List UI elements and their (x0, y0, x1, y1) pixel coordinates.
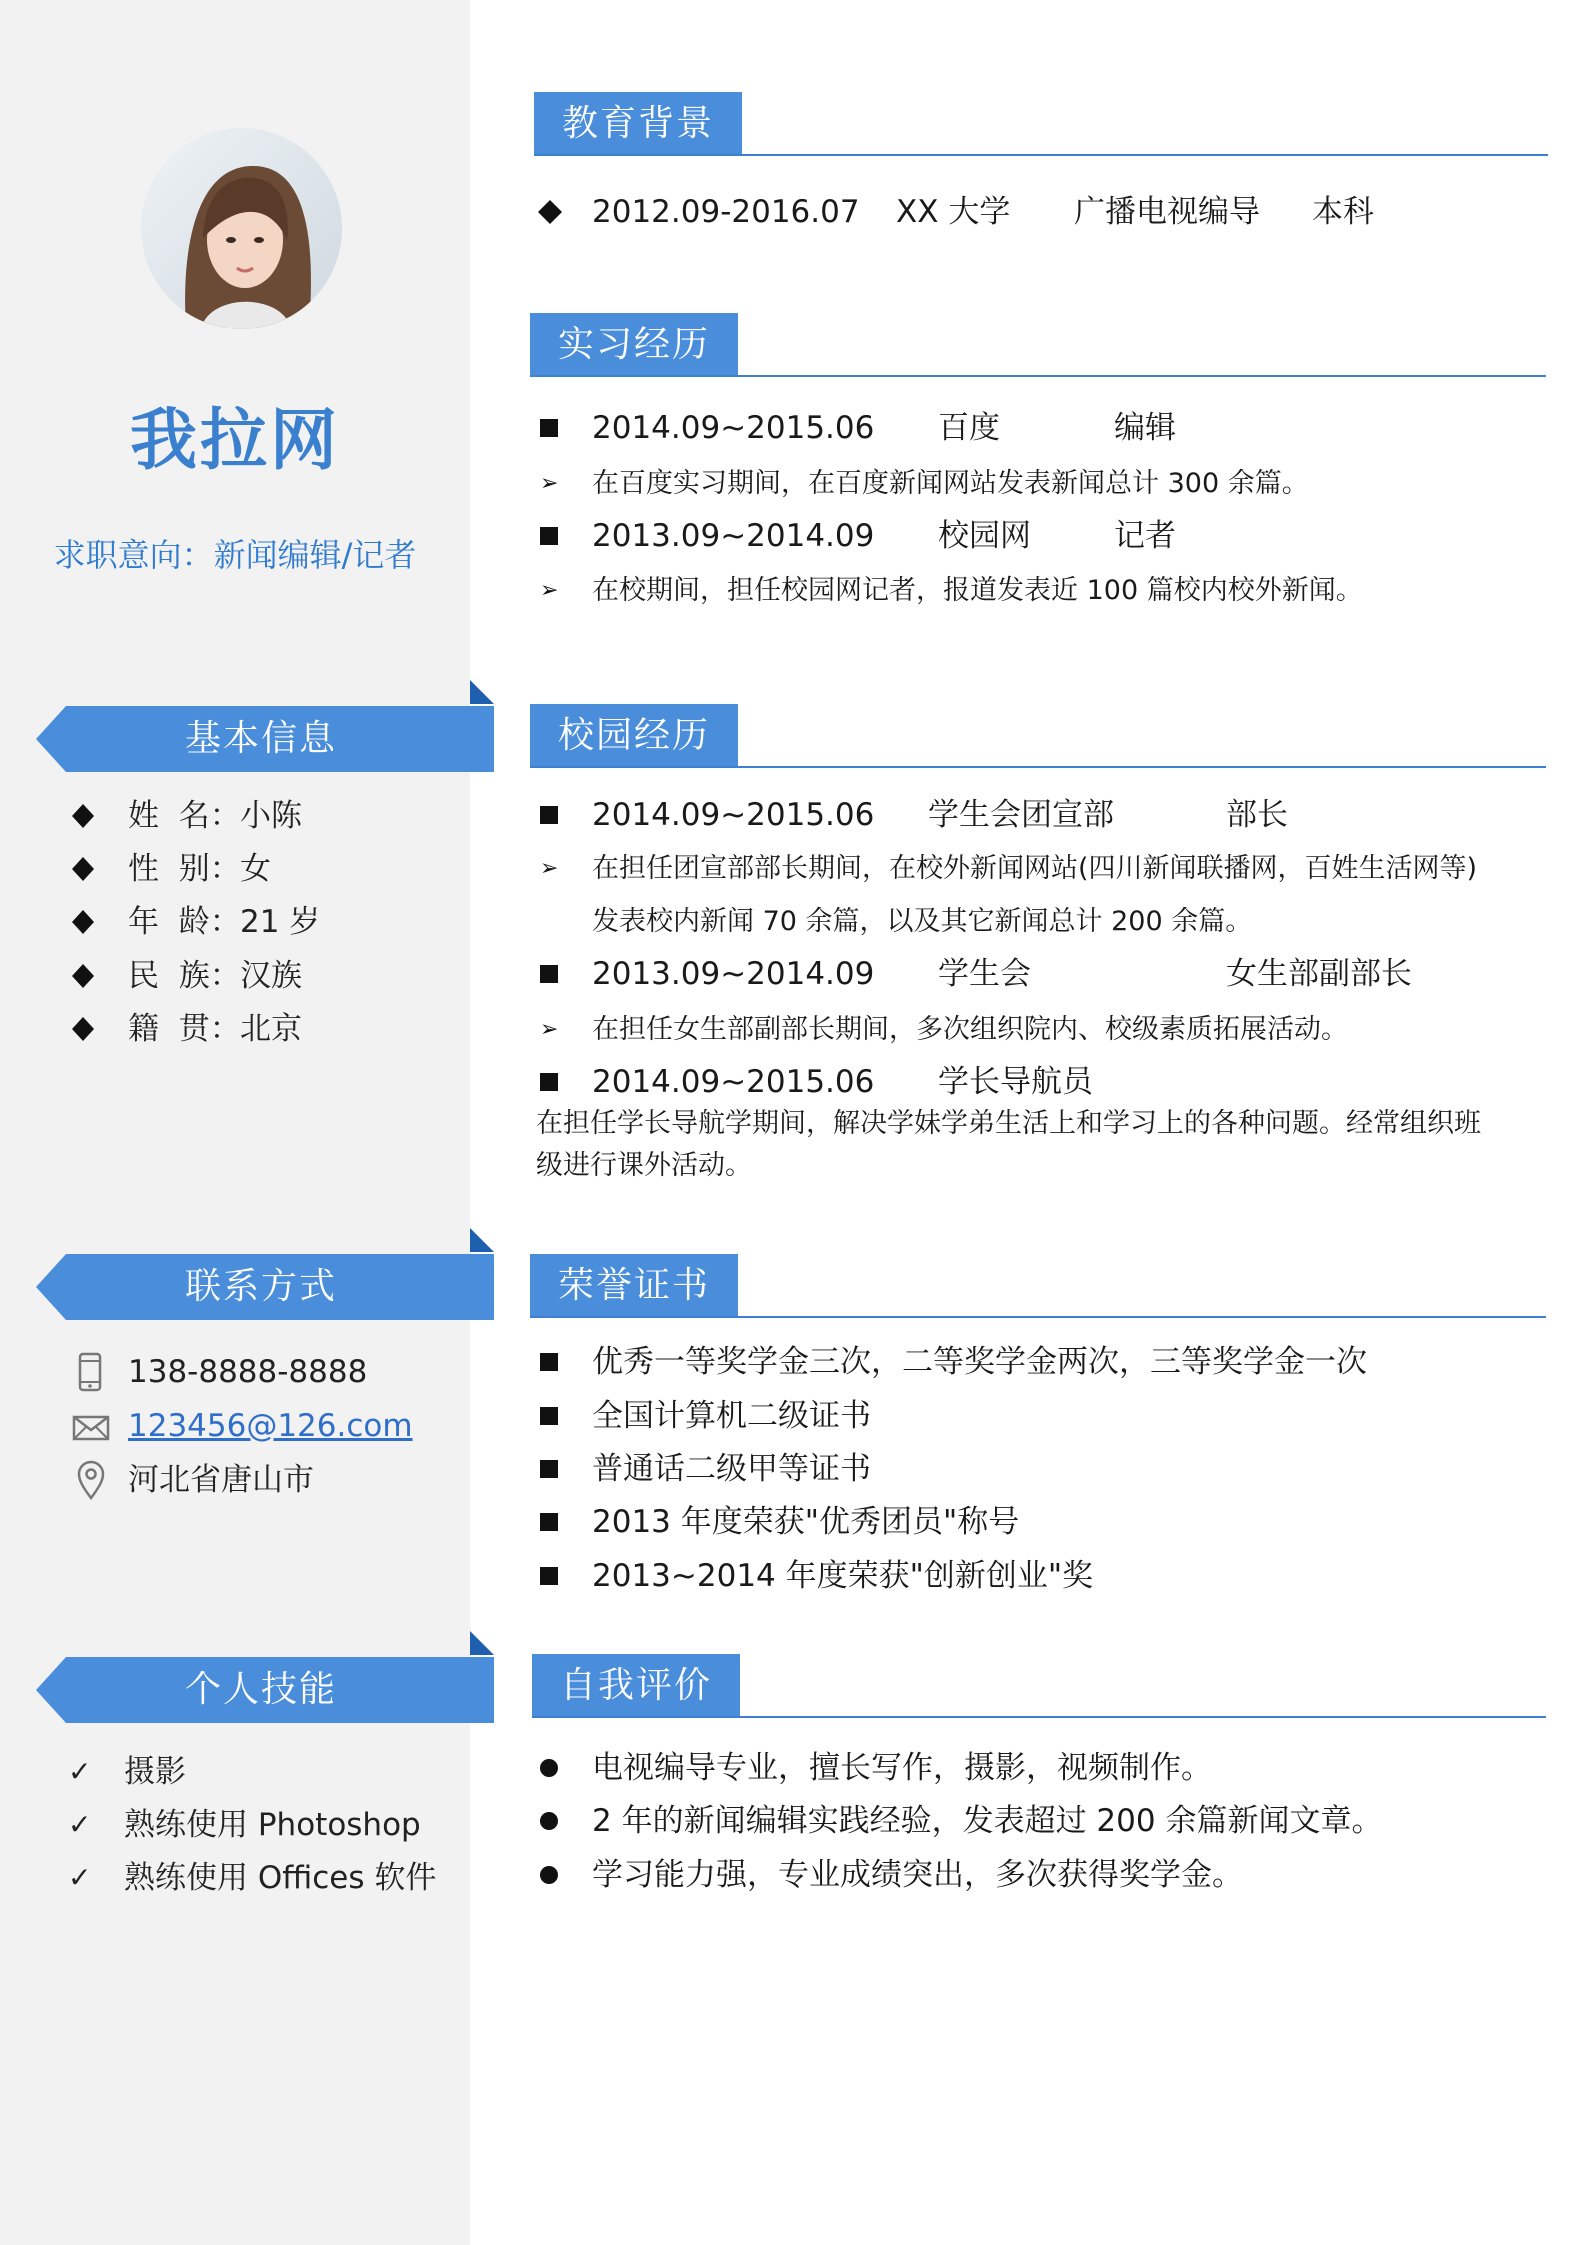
arrow-bullet-icon: ➢ (540, 856, 559, 881)
self-eval-header (532, 1654, 1546, 1718)
avatar (141, 128, 342, 329)
contact-header (36, 1254, 494, 1320)
job-intent: 求职意向：新闻编辑/记者 (53, 536, 417, 574)
arrow-bullet-icon: ➢ (540, 1017, 559, 1042)
section-rule (530, 766, 1546, 768)
honors-title: 荣誉证书 (530, 1254, 738, 1318)
location-pin-icon (76, 1460, 106, 1500)
square-bullet-icon (540, 419, 558, 437)
campus-header (530, 704, 1546, 768)
square-bullet-icon (540, 1460, 558, 1478)
diamond-bullet-icon (72, 857, 94, 881)
education-title: 教育背景 (534, 92, 742, 156)
diamond-bullet-icon (72, 910, 94, 934)
square-bullet-icon (540, 965, 558, 983)
self-eval-title: 自我评价 (532, 1654, 740, 1718)
check-icon: ✓ (68, 1861, 92, 1894)
contact-title: 联系方式 (184, 1266, 337, 1307)
section-rule (532, 1716, 1546, 1718)
phone-icon (74, 1352, 106, 1392)
candidate-name: 我拉网 (130, 401, 340, 479)
internship-header (530, 313, 1546, 377)
round-bullet-icon (540, 1759, 558, 1777)
square-bullet-icon (540, 1513, 558, 1531)
round-bullet-icon (540, 1812, 558, 1830)
diamond-bullet-icon (72, 964, 94, 988)
campus-detail-3-cont: 级进行课外活动。 (536, 1150, 752, 1181)
basic-info-header (36, 706, 494, 772)
basic-info-title: 基本信息 (184, 718, 337, 759)
diamond-bullet-icon (538, 200, 562, 224)
round-bullet-icon (540, 1866, 558, 1884)
education-header (534, 92, 1548, 156)
skills-header (36, 1657, 494, 1723)
section-rule (530, 375, 1546, 377)
campus-detail-1-cont: 发表校内新闻 70 余篇，以及其它新闻总计 200 余篇。 (592, 906, 1253, 937)
square-bullet-icon (540, 806, 558, 824)
section-rule (534, 154, 1548, 156)
email-link[interactable]: 123456@126.com (128, 1408, 413, 1444)
sidebar (0, 0, 470, 2245)
diamond-bullet-icon (72, 1017, 94, 1041)
skills-title: 个人技能 (184, 1669, 337, 1710)
honors-header (530, 1254, 1546, 1318)
square-bullet-icon (540, 1073, 558, 1091)
arrow-bullet-icon: ➢ (540, 578, 559, 603)
check-icon: ✓ (68, 1808, 92, 1841)
mail-icon (72, 1414, 110, 1442)
square-bullet-icon (540, 1353, 558, 1371)
campus-title: 校园经历 (530, 704, 738, 768)
internship-title: 实习经历 (530, 313, 738, 377)
square-bullet-icon (540, 1567, 558, 1585)
section-rule (530, 1316, 1546, 1318)
check-icon: ✓ (68, 1755, 92, 1788)
arrow-bullet-icon: ➢ (540, 471, 559, 496)
diamond-bullet-icon (72, 804, 94, 828)
square-bullet-icon (540, 527, 558, 545)
campus-detail-3: 在担任学长导航学期间，解决学妹学弟生活上和学习上的各种问题。经常组织班 (536, 1108, 1481, 1139)
square-bullet-icon (540, 1407, 558, 1425)
